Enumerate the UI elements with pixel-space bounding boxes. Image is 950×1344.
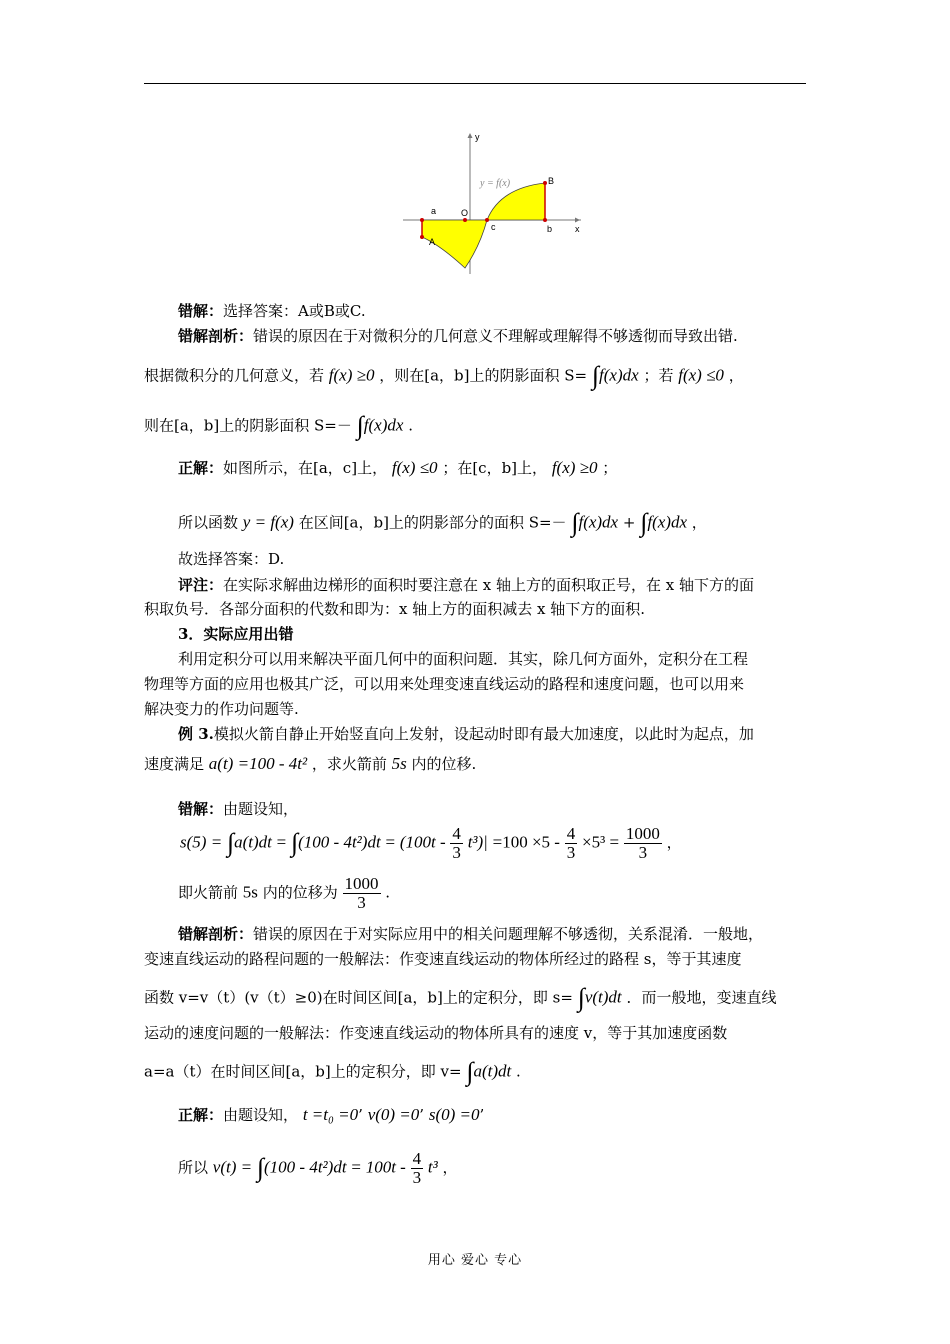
point-b-marker	[543, 218, 547, 222]
integral-sign: ∫	[591, 361, 600, 390]
text: 速度满足	[144, 755, 205, 773]
text: 在区间[a，b]上的阴影部分的面积 S=－	[298, 513, 567, 532]
text: 所以函数	[178, 513, 239, 532]
numerator: 1000	[625, 824, 660, 843]
velocity-formula-line	[178, 1150, 458, 1187]
text: ．而一般地，变速直线	[626, 988, 777, 1007]
numerator: 1000	[344, 874, 379, 893]
negative-area-line	[144, 410, 413, 443]
text: 内的位移为	[262, 883, 338, 902]
origin-label: O	[461, 208, 469, 218]
integral-sign: ∫	[356, 411, 364, 440]
integral-sign: ∫	[640, 508, 648, 537]
text: ’	[479, 1106, 485, 1124]
math: ×5³ =	[582, 832, 620, 852]
label-wrong-answer: 错解：	[178, 302, 224, 320]
math: a(t)dt	[473, 1061, 512, 1081]
integral-sign: ∫	[466, 1057, 474, 1086]
text: ；	[602, 459, 618, 477]
application-line-2	[144, 675, 744, 694]
math: f(x)dx	[363, 415, 404, 435]
math: =	[351, 1157, 361, 1177]
math: v(t) =	[212, 1157, 253, 1177]
math: v(t)dt	[584, 987, 622, 1007]
text: +	[622, 513, 636, 532]
fraction	[343, 875, 381, 912]
label-wrong-answer: 错解：	[178, 800, 224, 818]
point-B-label: B	[548, 176, 555, 186]
integral-sign: ∫	[226, 828, 235, 858]
text: .	[385, 883, 391, 902]
fraction	[624, 825, 662, 862]
text: 如图所示，在[a，c]上，	[223, 459, 388, 477]
label-wrong-analysis: 错解剖析：	[178, 327, 254, 345]
integral-sign: ∫	[291, 828, 299, 858]
text: .	[408, 416, 413, 435]
origin-marker	[463, 218, 467, 222]
example-3-line-1	[178, 725, 754, 744]
math: t =t₀ =0	[302, 1105, 359, 1124]
math: y = f(x)	[242, 512, 294, 532]
text: 错误的原因在于对微积分的几何意义不理解或理解得不够透彻而导致出错.	[253, 327, 738, 345]
denominator: 3	[638, 842, 648, 862]
text: ；在[c，b]上，	[442, 459, 548, 477]
fraction	[565, 825, 578, 862]
header-rule	[144, 83, 806, 84]
label-example-3: 例 3.	[178, 725, 214, 743]
text: 错误的原因在于对实际应用中的相关问题理解不够透彻，关系混淆．一般地，	[253, 925, 764, 943]
example-3-line-2	[144, 753, 476, 774]
text: ，	[691, 513, 707, 532]
acceleration-integral-line	[144, 1056, 521, 1089]
text: 由题设知，	[223, 1106, 299, 1124]
text: ，求火箭前	[311, 755, 387, 773]
math: (100t -	[399, 832, 446, 852]
fraction	[411, 1150, 424, 1187]
numerator: 4	[566, 824, 576, 843]
wrong-solution-line	[178, 800, 298, 819]
text: ’	[358, 1106, 363, 1124]
point-c-label: c	[491, 222, 496, 232]
x-axis-arrow	[575, 218, 580, 223]
text: 选择答案：A或B或C.	[223, 302, 366, 320]
heading: 3．实际应用出错	[178, 625, 294, 643]
denominator: 3	[357, 892, 366, 912]
text: 由题设知，	[223, 800, 299, 818]
label-correct-answer: 正解：	[178, 1106, 224, 1124]
comment-line-1	[178, 576, 754, 595]
correct-answer-line	[178, 457, 617, 478]
numerator: 4	[452, 824, 461, 843]
x-axis-label: x	[575, 224, 580, 234]
point-c-marker	[485, 218, 489, 222]
math: f(x)dx	[647, 512, 688, 532]
choose-d-line	[178, 550, 284, 569]
point-a-label: a	[431, 206, 437, 216]
math: (100 - 4t²)dt	[264, 1157, 347, 1177]
text: ，	[666, 833, 682, 852]
text: 变速直线运动的路程问题的一般解法：作变速直线运动的物体所经过的路程 s，等于其速度	[144, 950, 742, 968]
curve-label: y = f(x)	[480, 178, 511, 189]
distance-method-line	[144, 950, 741, 969]
y-axis-label: y	[475, 132, 480, 142]
wrong-answer-line	[178, 302, 366, 321]
text: 内的位移.	[411, 755, 477, 773]
math: a(t)dt	[234, 832, 272, 852]
point-B-marker	[543, 181, 547, 185]
point-A-label: A	[429, 237, 436, 247]
velocity-method-line	[144, 1024, 727, 1043]
math: f(x) ≤0	[391, 458, 438, 477]
text: 故选择答案：D.	[178, 550, 285, 568]
text: 在实际求解曲边梯形的面积时要注意在 x 轴上方的面积取正号，在 x 轴下方的面	[223, 576, 755, 594]
text: ；若	[643, 366, 674, 385]
displacement-equation	[180, 825, 682, 862]
math: =100 ×5 -	[492, 832, 560, 852]
displacement-result-line	[178, 875, 390, 912]
text: 积取负号．各部分面积的代数和即为：x 轴上方的面积减去 x 轴下方的面积.	[144, 600, 645, 618]
velocity-integral-line	[144, 982, 776, 1015]
page-footer: 用心 爱心 专心	[427, 1253, 523, 1268]
text: a=a（t）在时间区间[a，b]上的定积分，即 v=	[144, 1062, 462, 1081]
math: f(x)dx	[599, 365, 639, 385]
wrong-analysis-line	[178, 327, 738, 346]
correct-solution-line	[178, 1104, 484, 1125]
integral-sign: ∫	[577, 983, 585, 1012]
text: 利用定积分可以用来解决平面几何中的面积问题．其实，除几何方面外，定积分在工程	[178, 650, 749, 668]
section-heading-3	[178, 625, 293, 644]
math: s(0) =0	[428, 1105, 480, 1124]
integral-area-figure	[395, 128, 590, 274]
text: 物理等方面的应用也极其广泛，可以用来处理变速直线运动的路程和速度问题，也可以用来	[144, 675, 745, 693]
area-formula-line	[178, 507, 707, 540]
math: =	[385, 832, 396, 852]
application-line-1	[178, 650, 748, 669]
denominator: 3	[452, 842, 461, 862]
math: 100t -	[365, 1157, 406, 1177]
math: t³)|	[467, 832, 488, 852]
math: v(0) =0	[367, 1105, 420, 1124]
text: 则在[a，b]上的阴影面积 S=－	[144, 416, 352, 435]
math: =	[276, 832, 287, 852]
label-wrong-analysis: 错解剖析：	[178, 925, 254, 943]
math: (100 - 4t²)dt	[298, 832, 381, 852]
math: f(x)dx	[578, 512, 619, 532]
point-a-marker	[420, 218, 424, 222]
y-axis-arrow	[468, 133, 473, 138]
math: a(t) =100 - 4t²	[208, 754, 308, 773]
point-b-label: b	[547, 224, 553, 234]
math: s(5) =	[180, 832, 223, 852]
text: ’	[419, 1106, 425, 1124]
point-A-marker	[420, 235, 424, 239]
text: 所以	[178, 1158, 209, 1177]
label-comment: 评注：	[178, 576, 224, 594]
text: ，	[442, 1158, 458, 1177]
application-line-3	[144, 700, 299, 719]
math: f(x) ≥0	[328, 365, 375, 385]
label-correct-answer: 正解：	[178, 459, 224, 477]
integral-sign: ∫	[571, 508, 579, 537]
fraction	[450, 825, 463, 862]
math: t³	[427, 1157, 438, 1177]
math: f(x) ≥0	[551, 458, 598, 477]
text: ，则在[a，b]上的阴影面积 S=	[379, 366, 588, 385]
geometric-meaning-line	[144, 360, 744, 393]
text: 函数 v=v（t）(v（t）≥0)在时间区间[a，b]上的定积分，即 s=	[144, 988, 573, 1007]
denominator: 3	[412, 1167, 422, 1187]
math: f(x) ≤0	[678, 365, 724, 385]
text: 模拟火箭自静止开始竖直向上发射，设起动时即有最大加速度，以此时为起点，加	[213, 725, 754, 743]
numerator: 4	[412, 1149, 422, 1168]
text: .	[516, 1062, 521, 1081]
text: 根据微积分的几何意义，若	[144, 366, 325, 385]
text: 解决变力的作功问题等.	[144, 700, 299, 718]
text: 运动的速度问题的一般解法：作变速直线运动的物体所具有的速度 v，等于其加速度函数	[144, 1024, 728, 1042]
math: 5s	[391, 754, 407, 773]
text: ，	[728, 366, 744, 385]
comment-line-2	[144, 600, 645, 619]
math: 5s	[242, 882, 258, 902]
text: 即火箭前	[178, 883, 239, 902]
integral-sign: ∫	[256, 1153, 265, 1183]
denominator: 3	[566, 842, 576, 862]
wrong-analysis-line-2	[178, 925, 763, 944]
